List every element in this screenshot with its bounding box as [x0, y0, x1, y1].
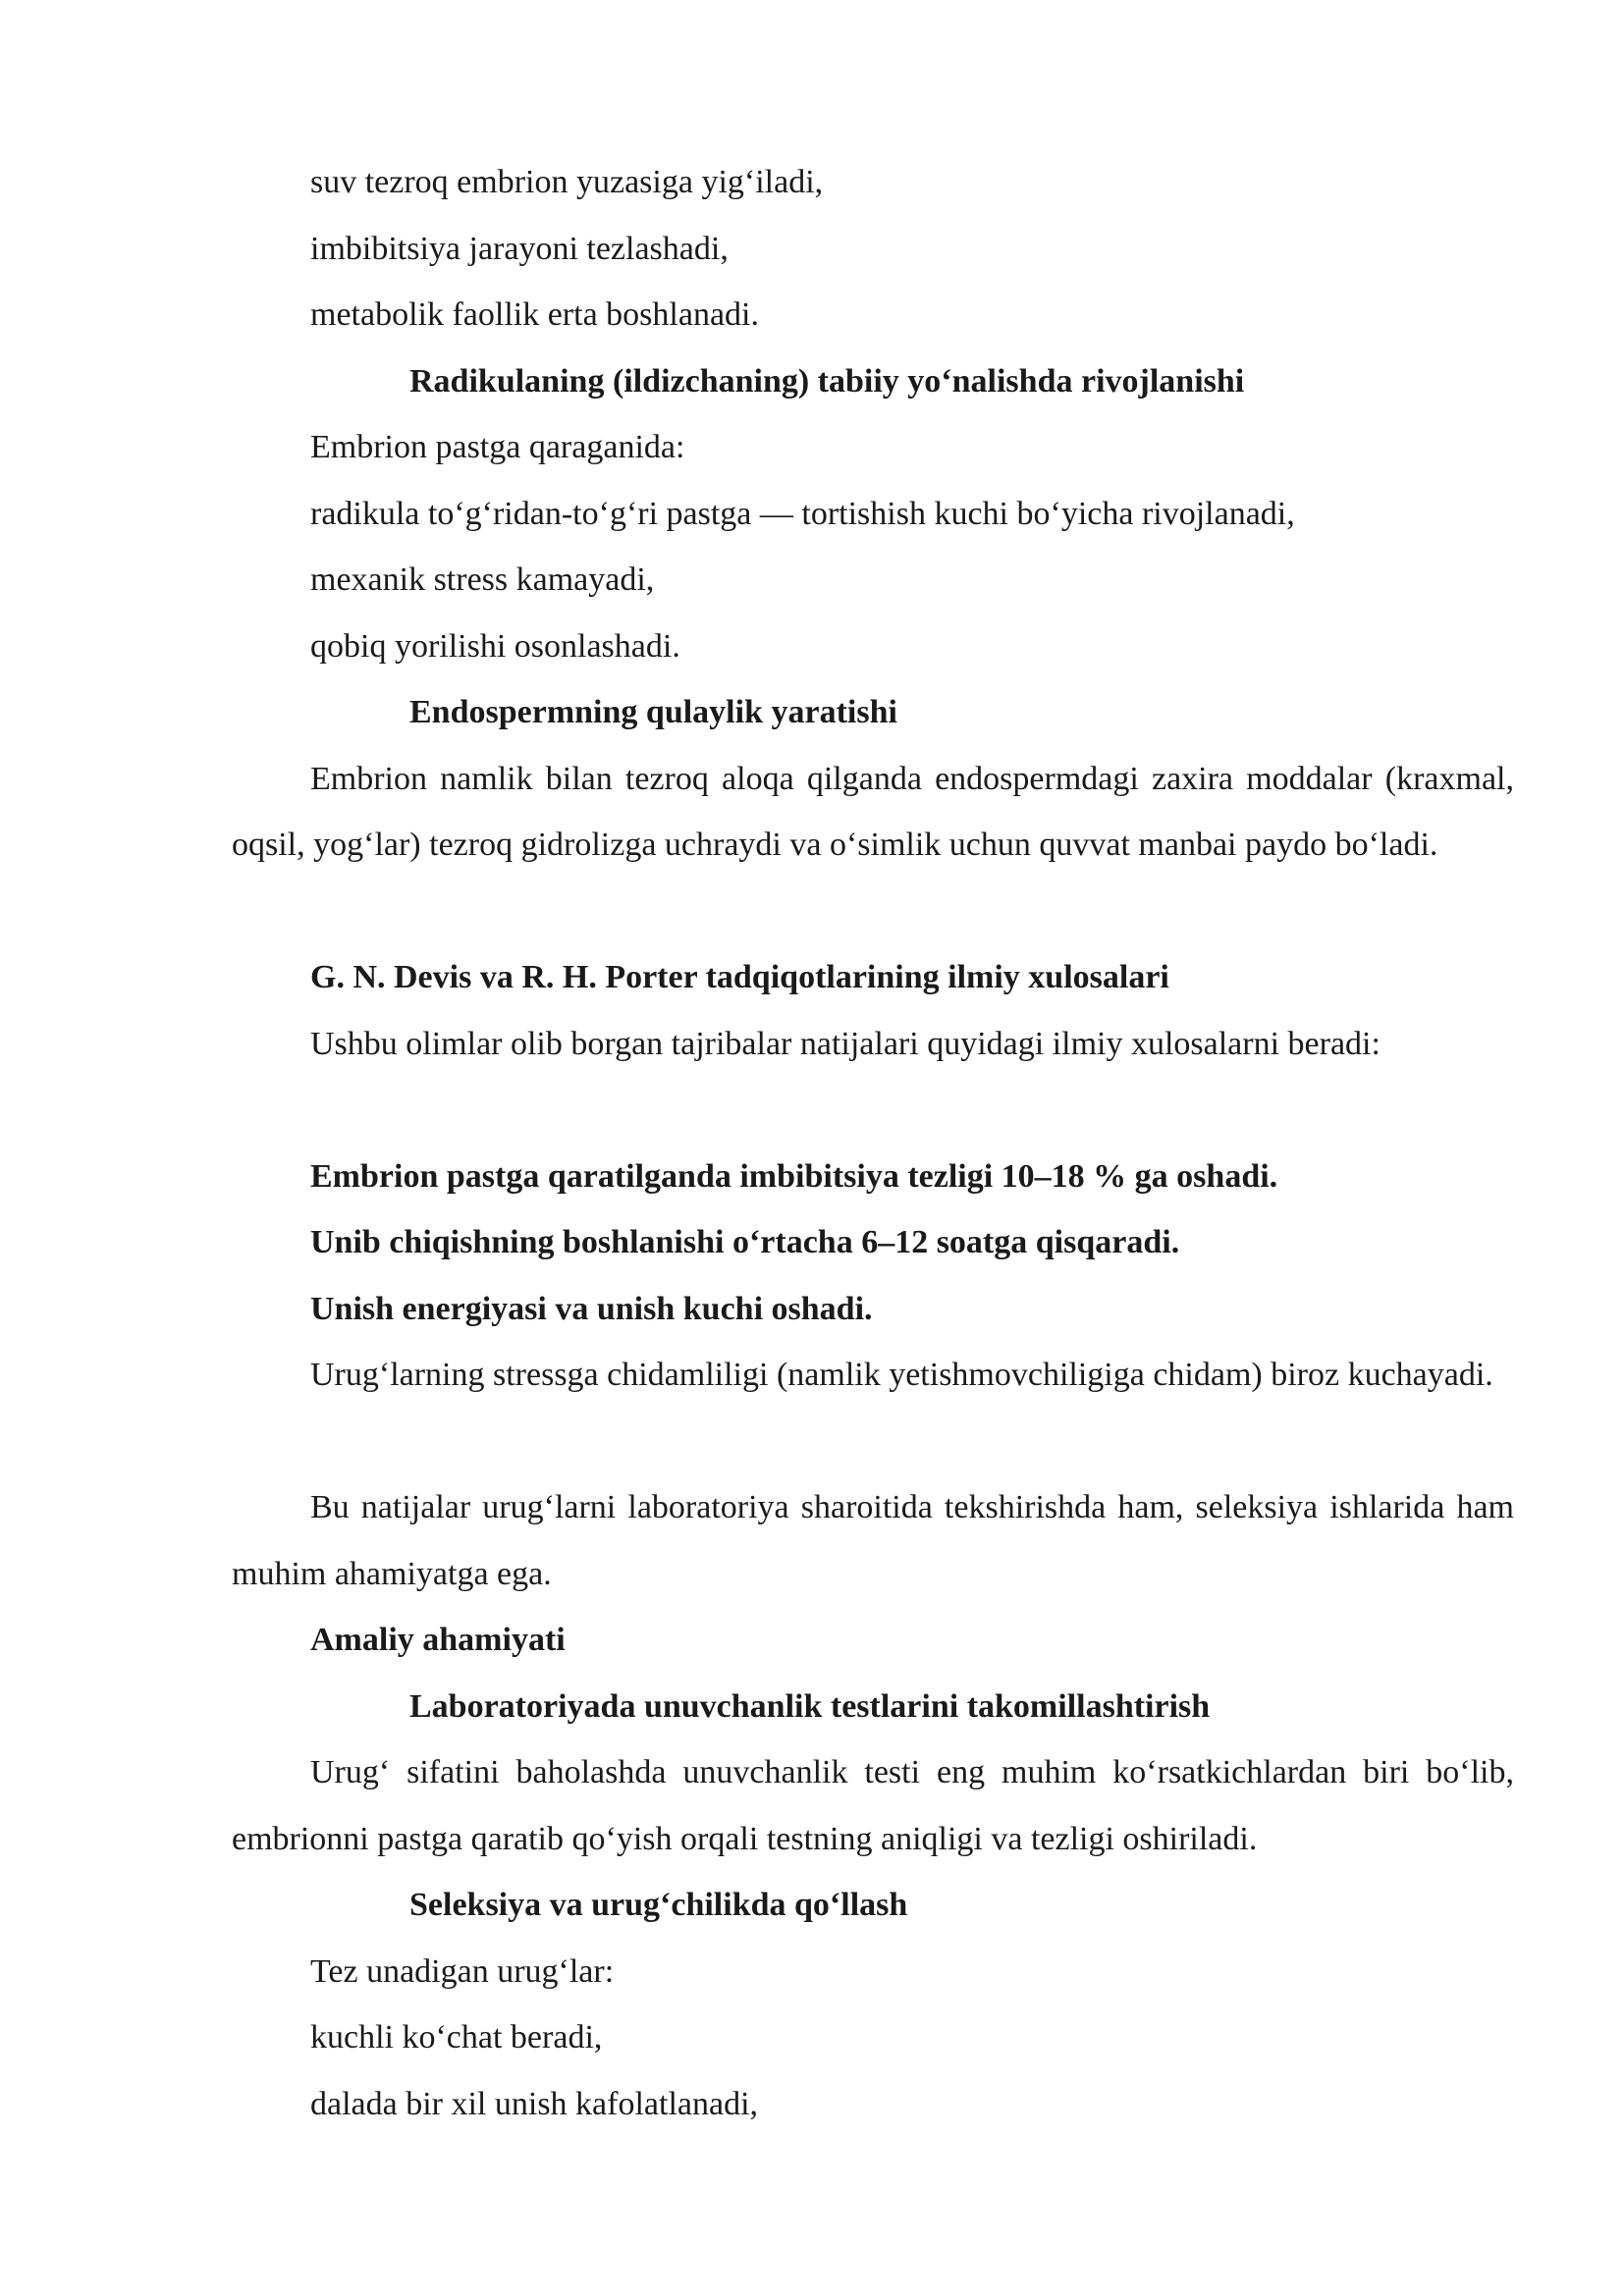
text-line: mexanik stress kamayadi,: [310, 561, 655, 598]
paragraph: Bu natijalar urug‘larni laboratoriya sharoitida tekshirishda ham, seleksiya ishlarida ham muhim ahamiyatga ega.: [232, 1489, 1514, 1592]
text-line: dalada bir xil unish kafolatlanadi,: [310, 2085, 759, 2122]
subheading: Seleksiya va urug‘chilikda qo‘llash: [409, 1887, 908, 1923]
text-line: Embrion pastga qaraganida:: [310, 429, 685, 465]
text-line: qobiq yorilishi osonlashadi.: [310, 627, 680, 665]
section-heading: Amaliy ahamiyati: [310, 1622, 566, 1658]
text-line: metabolik faollik erta boshlanadi.: [310, 296, 759, 333]
text-line: imbibitsiya jarayoni tezlashadi,: [310, 230, 729, 267]
text-line: kuchli ko‘chat beradi,: [310, 2019, 603, 2056]
subheading: Laboratoriyada unuvchanlik testlarini takomillashtirish: [409, 1687, 1211, 1725]
paragraph: Embrion namlik bilan tezroq aloqa qilganda endospermdagi zaxira moddalar (kraxmal, oqsil, yog‘lar) tezroq gidrolizga uchraydi va o‘simlik uchun quvvat manbai paydo bo‘ladi.: [232, 760, 1514, 863]
text-line: suv tezroq embrion yuzasiga yig‘iladi,: [310, 164, 824, 200]
finding-line: Unib chiqishning boshlanishi o‘rtacha 6–12 soatga qisqaradi.: [310, 1224, 1180, 1260]
subheading: Endospermning qulaylik yaratishi: [409, 694, 897, 730]
heading: G. N. Devis va R. H. Porter tadqiqotlarining ilmiy xulosalari: [310, 959, 1169, 995]
finding-line: Unish energiyasi va unish kuchi oshadi.: [310, 1290, 873, 1327]
finding-line: Embrion pastga qaratilganda imbibitsiya tezligi 10–18 % ga oshadi.: [310, 1157, 1278, 1195]
paragraph: Ushbu olimlar olib borgan tajribalar natijalari quyidagi ilmiy xulosalarni beradi:: [310, 1025, 1380, 1062]
text-line: radikula to‘g‘ridan-to‘g‘ri pastga — tortishish kuchi bo‘yicha rivojlanadi,: [310, 495, 1295, 532]
paragraph: Urug‘larning stressga chidamliligi (namlik yetishmovchiligiga chidam) biroz kuchayadi.: [310, 1357, 1493, 1393]
paragraph: Urug‘ sifatini baholashda unuvchanlik testi eng muhim ko‘rsatkichlardan biri bo‘lib, embrionni pastga qaratib qo‘yish orqali testning aniqligi va tezligi oshiriladi.: [232, 1754, 1514, 1857]
document-page: [232, 149, 1514, 2137]
text-line: Tez unadigan urug‘lar:: [310, 1952, 615, 1990]
subheading: Radikulaning (ildizchaning) tabiiy yo‘nalishda rivojlanishi: [409, 362, 1245, 400]
